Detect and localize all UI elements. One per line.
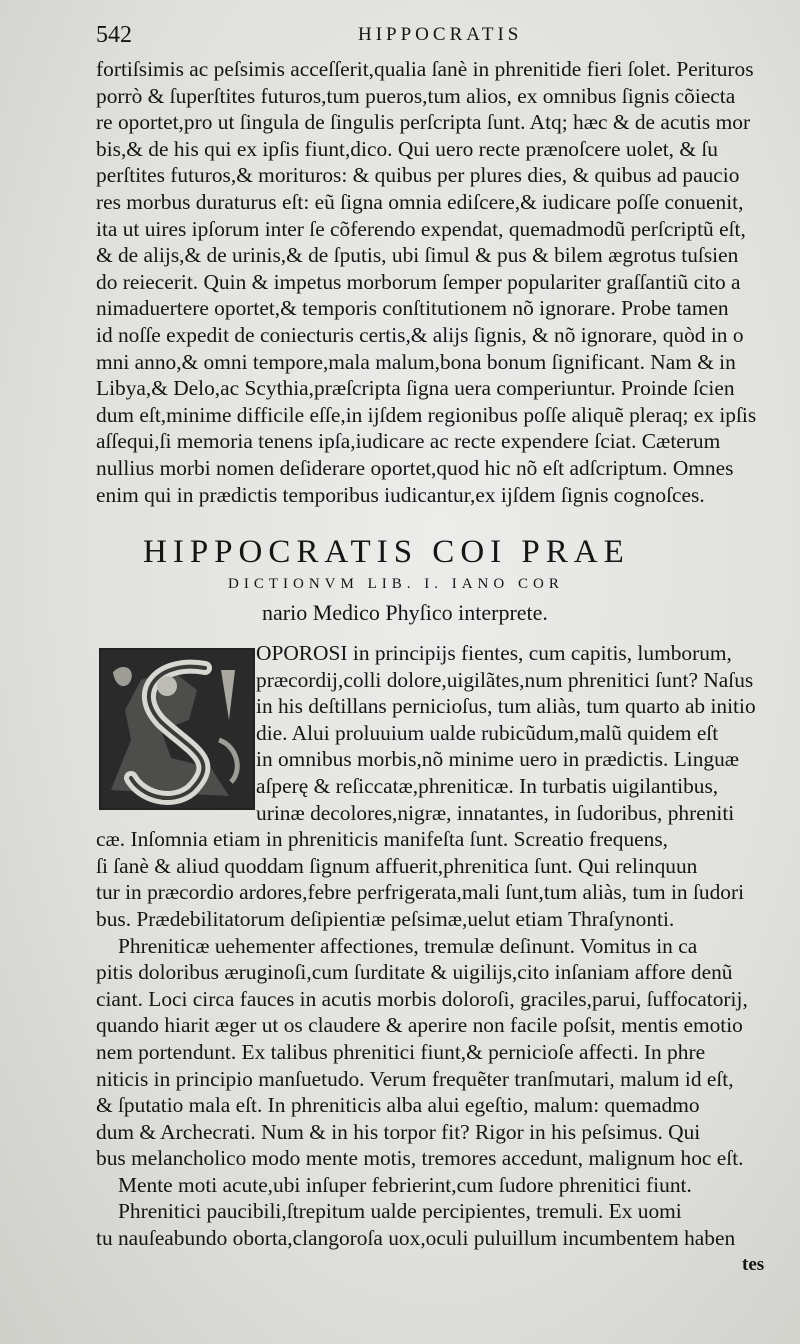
text-line: nimaduertere oportet,& temporis conſtitutionem nõ ignorare. Probe tamen	[96, 296, 729, 321]
catchword: tes	[742, 1254, 765, 1275]
text-line: fortiſsimis ac peſsimis acceſſerit,qualia ſanè in phrenitide fieri ſolet. Perituros	[96, 57, 754, 81]
text-line: id noſſe expedit de coniecturis certis,& alijs ſignis, & nõ ignorare, quòd in o	[96, 322, 744, 347]
text-line: nullius morbi nomen deſiderare oportet,quod hic nõ eſt adſcriptum. Omnes	[96, 455, 734, 480]
top-text-block	[96, 56, 790, 508]
text-line: quando hiarit æger ut os claudere & aperire non facile poſsit, mentis emotio	[96, 1013, 743, 1038]
text-line: mni anno,& omni tempore,mala malum,bona bonum ſignificant. Nam & in	[96, 349, 736, 374]
text-line: bus melancholico modo mente motis, tremores accedunt, malignum hoc eſt.	[96, 1146, 744, 1171]
section-subtitle-2: nario Medico Phyſico interprete.	[262, 600, 548, 625]
text-line: ciant. Loci circa fauces in acutis morbis doloroſi, graciles,parui, ſuffocatorij,	[96, 986, 748, 1011]
text-line: dum & Archecrati. Num & in his torpor fit? Rigor in his peſsimus. Qui	[96, 1119, 701, 1144]
running-title: HIPPOCRATIS	[358, 24, 523, 45]
text-line: Mente moti acute,ubi inſuper febrierint,cum ſudore phrenitici fiunt.	[118, 1172, 692, 1197]
text-line: niticis in principio manſuetudo. Verum frequẽter tranſmutari, malum id eſt,	[96, 1066, 734, 1091]
text-line: Libya,& Delo,ac Scythia,præſcripta ſigna uera comperiuntur. Proinde ſcien	[96, 376, 735, 401]
text-line: cæ. Inſomnia etiam in phreniticis manifeſta ſunt. Screatio frequens,	[96, 827, 669, 852]
text-line: tu nauſeabundo oborta,clangoroſa uox,oculi puluillum incumbentem haben	[96, 1226, 736, 1251]
text-line: perſtites futuros,& morituros: & quibus per plures dies, & quibus ad paucio	[96, 163, 740, 188]
text-line: die. Alui proluuium ualde rubicũdum,malũ quidem eſt	[256, 720, 719, 745]
text-line: bis,& de his qui ex ipſis fiunt,dico. Qui uero recte prænoſcere uolet, & ſu	[96, 136, 718, 161]
text-line: aſperę & reſiccatæ,phreniticæ. In turbatis uigilantibus,	[256, 773, 719, 798]
text-line: Phrenitici paucibili,ſtrepitum ualde percipientes, tremuli. Ex uomi	[118, 1199, 682, 1224]
text-line: ſi ſanè & aliud quoddam ſignum affuerit,phrenitica ſunt. Qui relinquun	[96, 853, 698, 878]
text-line: & de alijs,& de urinis,& de ſputis, ubi ſimul & pus & bilem ægrotus tuſsien	[96, 243, 739, 268]
text-line: enim qui in prædictis temporibus iudicantur,ex ijſdem ſignis cognoſces.	[96, 482, 705, 507]
page-header	[96, 22, 716, 52]
section-subtitle: DICTIONVM LIB. I. IANO COR	[228, 576, 564, 592]
text-line: OPOROSI in principijs fientes, cum capitis, lumborum,	[256, 641, 732, 665]
text-line: præcordij,colli dolore,uigilãtes,num phrenitici ſunt? Naſus	[256, 667, 754, 692]
text-line: bus. Prædebilitatorum deſipientiæ peſsimæ,uelut etiam Thraſynonti.	[96, 906, 675, 931]
text-line: in omnibus morbis,nõ minime uero in prædictis. Linguæ	[256, 747, 740, 772]
text-line: & ſputatio mala eſt. In phreniticis alba alui egeſtio, malum: quemadmo	[96, 1093, 700, 1118]
text-line: re oportet,pro ut ſingula de ſingulis perſcripta ſunt. Atq; hæc & de acutis mor	[96, 110, 751, 135]
page-number: 542	[96, 22, 132, 48]
text-line: do reiecerit. Quin & impetus morborum ſemper populariter graſſantiũ cito a	[96, 269, 741, 294]
text-line: Phreniticæ uehementer affectiones, tremulæ deſinunt. Vomitus in ca	[118, 933, 698, 958]
text-line: ita ut uires ipſorum inter ſe cõferendo expendat, quemadmodũ perſcriptũ eſt,	[96, 216, 746, 241]
body-text-block	[96, 640, 790, 1252]
text-line: nem portendunt. Ex talibus phrenitici fiunt,& pernicioſe affecti. In phre	[96, 1039, 706, 1064]
section-title: HIPPOCRATIS COI PRAE	[143, 534, 630, 570]
text-line: porrò & ſuperſtites futuros,tum pueros,tum alios, ex omnibus ſignis cõiecta	[96, 83, 736, 108]
text-line: in his deſtillans pernicioſus, tum aliàs, tum quarto ab initio	[256, 694, 756, 719]
text-line: res morbus duraturus eſt: eũ ſigna omnia ediſcere,& iudicare poſſe conuenit,	[96, 189, 744, 214]
text-line: pitis doloribus æruginoſi,cum ſurditate & uigilijs,cito inſaniam affore denũ	[96, 960, 733, 985]
text-line: dum eſt,minime difficile eſſe,in ijſdem regionibus poſſe aliquẽ pleraq; ex ipſis	[96, 402, 757, 427]
text-line: urinæ decolores,nigræ, innatantes, in ſudoribus, phreniti	[256, 800, 735, 825]
text-line: aſſequi,ſi memoria tenens ipſa,iudicare ac recte expendere ſciat. Cæterum	[96, 429, 721, 454]
text-line: tur in præcordio ardores,febre perfrigerata,mali ſunt,tum aliàs, tum in ſudori	[96, 880, 745, 905]
